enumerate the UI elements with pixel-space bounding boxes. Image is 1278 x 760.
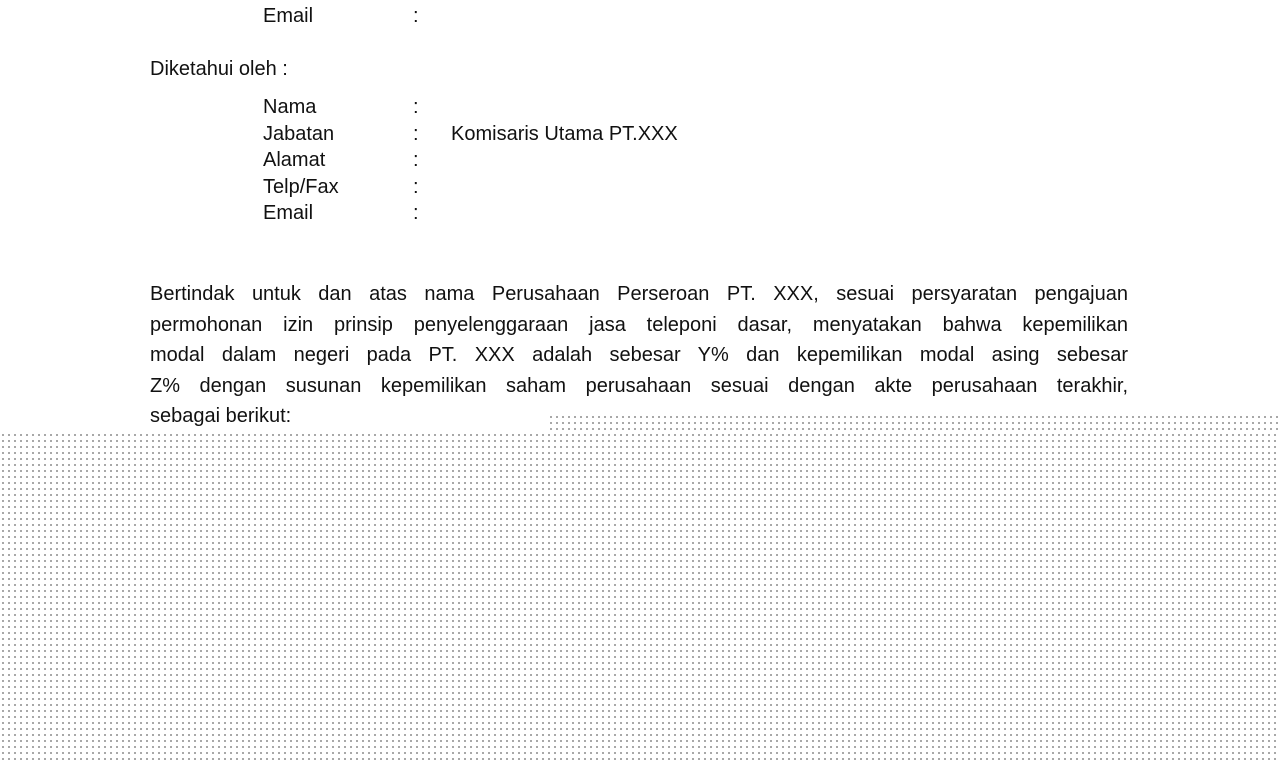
field-label-nama: Nama [263,96,317,118]
field-row-jabatan [263,121,963,148]
field-label-jabatan: Jabatan [263,122,335,145]
statement-paragraph [150,279,1128,432]
known-by-heading: Diketahui oleh : [150,58,288,80]
field-row-telp-fax [263,174,963,201]
paragraph-line: modal dalam negeri pada PT. XXX adalah sebesar Y% dan kepemilikan modal asing sebesar [150,344,1128,366]
field-colon: : [413,5,419,27]
field-row-alamat [263,147,963,174]
field-label-email: Email [263,202,314,224]
field-colon: : [413,175,419,198]
field-colon: : [413,96,419,118]
field-value-jabatan: Komisaris Utama PT.XXX [451,122,678,145]
paragraph-line: sebagai berikut: [150,405,292,427]
paragraph-line: Bertindak untuk dan atas nama Perusahaan Perseroan PT. XXX, sesuai persyaratan pengajuan [150,283,1128,305]
dotted-overlay [0,432,1278,760]
dotted-overlay [548,414,1278,434]
field-colon: : [413,202,419,224]
field-label-email: Email [263,5,314,27]
field-colon: : [413,149,419,171]
signatory-fields [263,94,963,227]
field-row-email [263,200,963,227]
field-label-telp-fax: Telp/Fax [263,175,339,198]
paragraph-line: permohonan izin prinsip penyelenggaraan jasa teleponi dasar, menyatakan bahwa kepemilikan [150,313,1128,336]
paragraph-line: Z% dengan susunan kepemilikan saham perusahaan sesuai dengan akte perusahaan terakhir, [150,374,1128,397]
field-row-nama [263,94,963,121]
field-label-alamat: Alamat [263,149,326,171]
field-colon: : [413,122,419,145]
